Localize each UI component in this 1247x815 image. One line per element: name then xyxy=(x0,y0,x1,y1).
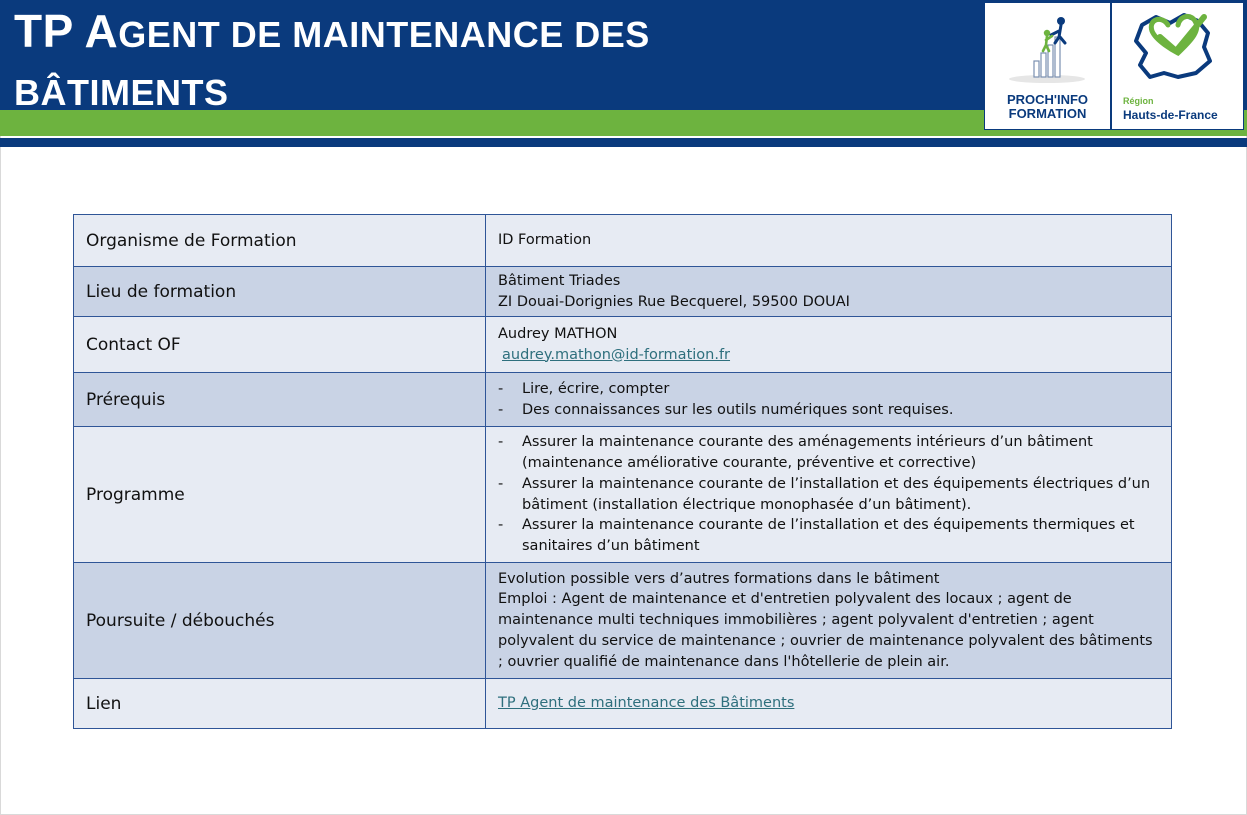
prochinfo-logo xyxy=(984,2,1111,130)
label-prerequis: Prérequis xyxy=(74,373,486,427)
row-contact xyxy=(74,317,1172,373)
value-organisme: ID Formation xyxy=(486,215,1172,267)
value-lien xyxy=(486,679,1172,729)
label-programme: Programme xyxy=(74,427,486,563)
navy-rule xyxy=(0,138,1247,147)
title-line-1: TP AGENT DE MAINTENANCE DES xyxy=(14,5,650,57)
label-lieu: Lieu de formation xyxy=(74,267,486,317)
poursuite-emploi: Emploi : Agent de maintenance et d'entretien polyvalent des locaux ; agent de maintenance multi techniques immobilières ; agent polyvalent d'entretien ; agent polyvalent du service de maintenance ; ouvrier de maintenance polyvalent des bâtiments ; ouvrier qualifié de maintenance dans l'hôtellerie de plein air. xyxy=(498,591,1153,670)
label-poursuite: Poursuite / débouchés xyxy=(74,563,486,679)
row-lieu xyxy=(74,267,1172,317)
row-organisme xyxy=(74,215,1172,267)
list-item: - Assurer la maintenance courante des aménagements intérieurs d’un bâtiment (maintenance améliorative courante, préventive et corrective) xyxy=(498,434,1093,471)
row-programme xyxy=(74,427,1172,563)
row-poursuite xyxy=(74,563,1172,679)
lieu-address: ZI Douai-Dorignies Rue Becquerel, 59500 DOUAI xyxy=(498,293,850,310)
value-contact xyxy=(486,317,1172,373)
region-map-heart-icon xyxy=(1112,3,1243,93)
list-item: - Lire, écrire, compter xyxy=(498,380,670,397)
lieu-building: Bâtiment Triades xyxy=(498,272,621,289)
contact-email-link[interactable]: audrey.mathon@id-formation.fr xyxy=(502,346,731,363)
list-item: - Assurer la maintenance courante de l’installation et des équipements électriques d’un bâtiment (installation électrique monophasée d’un bâtiment). xyxy=(498,475,1151,513)
value-lieu xyxy=(486,267,1172,317)
value-poursuite xyxy=(486,563,1172,679)
formation-page-link[interactable]: TP Agent de maintenance des Bâtiments xyxy=(498,695,795,712)
value-prerequis xyxy=(486,373,1172,427)
page-title xyxy=(14,2,964,122)
list-item: - Des connaissances sur les outils numériques sont requises. xyxy=(498,401,954,418)
poursuite-evolution: Evolution possible vers d’autres formations dans le bâtiment xyxy=(498,570,940,587)
contact-name: Audrey MATHON xyxy=(498,325,618,342)
prochinfo-wordmark: PROCH'INFO FORMATION xyxy=(1006,92,1089,121)
value-programme xyxy=(486,427,1172,563)
region-label: Région xyxy=(1123,96,1154,106)
row-lien xyxy=(74,679,1172,729)
title-line-2: BÂTIMENTS xyxy=(14,72,229,113)
staircase-climber-icon xyxy=(985,3,1110,93)
label-contact: Contact OF xyxy=(74,317,486,373)
region-logo xyxy=(1111,2,1244,130)
row-prerequis xyxy=(74,373,1172,427)
label-lien: Lien xyxy=(74,679,486,729)
region-name: Hauts-de-France xyxy=(1123,108,1218,122)
formation-info-table xyxy=(73,214,1172,729)
list-item: - Assurer la maintenance courante de l’installation et des équipements thermiques et sanitaires d’un bâtiment xyxy=(498,517,1135,555)
label-organisme: Organisme de Formation xyxy=(74,215,486,267)
